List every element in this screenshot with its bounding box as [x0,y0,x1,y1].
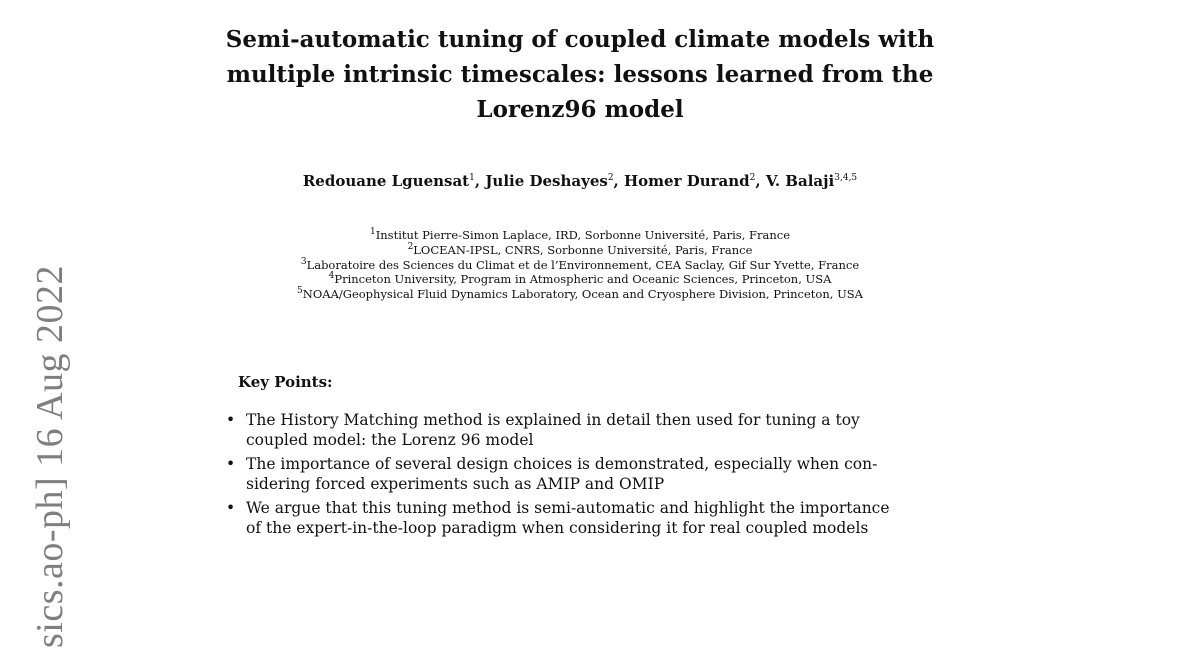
affiliation-text: Institut Pierre-Simon Laplace, IRD, Sorbonne Université, Paris, France [375,227,790,242]
affiliation-mark: 5 [297,286,303,297]
affiliation-list [180,226,980,300]
key-point-line: coupled model: the Lorenz 96 model [246,431,534,449]
affiliation-line [180,270,980,285]
bullet-icon: • [226,411,236,429]
affiliation-mark: 2 [407,241,414,252]
affiliation-mark: 3 [300,256,307,267]
author-affiliation-mark: 2 [607,173,614,183]
author-affiliation-mark: 1 [469,173,475,183]
affiliation-text: Laboratoire des Sciences du Climat et de l’Environnement, CEA Saclay, Gif Sur Yvette, France [306,257,860,272]
affiliation-text: NOAA/Geophysical Fluid Dynamics Laboratory, Ocean and Cryosphere Division, Princeton, USA [302,287,863,302]
key-points-heading: Key Points: [238,373,333,391]
key-point-item [226,498,966,538]
affiliation-mark: 1 [369,227,376,237]
title-line: Lorenz96 model [476,96,684,123]
title-line: multiple intrinsic timescales: lessons learned from the [226,61,934,88]
bullet-icon: • [226,455,236,473]
author-separator: , [755,172,766,190]
author-affiliation-mark: 2 [749,173,756,183]
author-name: V. Balaji [765,172,835,190]
author-list [180,168,980,191]
title-line: Semi-automatic tuning of coupled climate models with [225,26,935,53]
affiliation-text: Princeton University, Program in Atmospheric and Oceanic Sciences, Princeton, USA [334,272,832,287]
author-name: Homer Durand [624,172,750,190]
author-affiliation-mark: 3,4,5 [834,173,858,183]
bullet-icon: • [226,499,236,517]
key-point-line: of the expert-in-the-loop paradigm when considering it for real coupled models [246,519,869,537]
key-point-item [226,410,966,450]
author-name: Julie Deshayes [485,172,608,190]
affiliation-line [180,285,980,300]
key-point-line: The History Matching method is explained in detail then used for tuning a toy [246,411,860,429]
key-point-line: The importance of several design choices is demonstrated, especially when con- [246,455,878,473]
key-point-line: sidering forced experiments such as AMIP and OMIP [246,475,665,493]
affiliation-mark: 4 [328,271,335,282]
author-separator: , [474,172,486,190]
arxiv-side-stamp: sics.ao-ph] 16 Aug 2022 [29,264,71,648]
affiliation-line [180,226,980,241]
affiliation-text: LOCEAN-IPSL, CNRS, Sorbonne Université, Paris, France [413,242,753,257]
key-points-list [226,410,966,542]
key-point-line: We argue that this tuning method is semi-automatic and highlight the importance [246,499,890,517]
author-separator: , [613,172,624,190]
key-point-item [226,454,966,494]
affiliation-line [180,256,980,271]
author-name: Redouane Lguensat [302,172,470,190]
paper-title [180,22,980,127]
affiliation-line [180,241,980,256]
